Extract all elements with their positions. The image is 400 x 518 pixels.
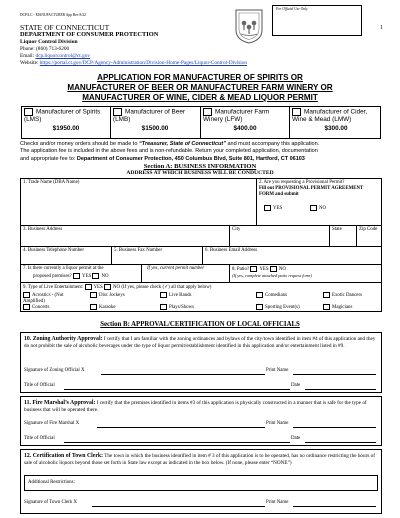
- checkbox[interactable]: [323, 292, 330, 298]
- provisional-yes-checkbox[interactable]: [264, 205, 271, 211]
- permit-label: Manufacturer Farm Winery (LFW): [203, 108, 270, 124]
- yes-label: YES: [273, 206, 283, 212]
- agency-email-link[interactable]: dcp.liquorcontrol@ct.gov: [35, 53, 91, 59]
- email-label: 6. Business Email Address: [205, 248, 258, 253]
- form-code: DCP/LC - MANUFACTURER App Rev 8/22: [20, 13, 86, 17]
- fire-title-official-label: Title of Official: [24, 436, 55, 441]
- clerk-text: The town in which the business identified in item # 3 of this application is to be operated, has no ordinance restricting the hours of sale of alcoholic liquors beyond those set forth in State law except as indicated in the box below. (If none, please enter “NONE”): [24, 453, 375, 466]
- fax-label: 5. Business Fax Number: [114, 248, 163, 253]
- permit-fee: $1500.00: [141, 124, 169, 132]
- checkbox[interactable]: [160, 292, 167, 298]
- ent-label: Acrostics - (Not Amplified): [23, 293, 64, 304]
- q9-note: (If yes, please check (✓) all that apply below): [121, 285, 212, 291]
- ent-label: Disc Jockeys: [99, 293, 125, 299]
- website-label: Website:: [20, 60, 40, 66]
- city-label: City: [232, 227, 241, 232]
- lmw-checkbox[interactable]: [292, 108, 301, 116]
- fire-date-field[interactable]: [305, 442, 376, 443]
- ent-magicians[interactable]: [323, 304, 352, 311]
- q7-yes-checkbox[interactable]: [73, 273, 80, 279]
- permit-fee: $300.00: [324, 124, 348, 132]
- ent-label: Comedians: [265, 293, 288, 299]
- agency-website-link[interactable]: https://portal.ct.gov/DCP/Agency-Administration/Division-Home-Pages/Liquor-Control-Division: [39, 60, 248, 66]
- no-label: NO: [101, 274, 109, 280]
- permit-option-lmw[interactable]: [292, 108, 380, 132]
- fire-title-field[interactable]: [64, 442, 290, 443]
- ent-sporting-events[interactable]: [256, 304, 300, 311]
- provisional-question: 2. Are you requesting a Provisional Permit?: [259, 180, 345, 185]
- form-title: [0, 73, 400, 103]
- division-name: Liquor Control Division: [20, 39, 78, 45]
- ent-plays-shows[interactable]: [160, 304, 194, 311]
- permit-label: Manufacturer of Spirits (LMS): [24, 108, 101, 124]
- zoning-print-name-field[interactable]: [293, 374, 376, 375]
- zoning-date-label: Date: [291, 383, 301, 388]
- instructions-text: The application fee is included in the above fees and is non-refundable. Return your completed application, documentation: [20, 148, 318, 155]
- payee: “Treasurer, State of Connecticut”: [138, 141, 226, 147]
- zoning-print-name-label: Print Name: [266, 368, 289, 373]
- q7-label: 7. Is there currently a liquor permit at the: [23, 266, 104, 271]
- zip-label: Zip Code: [359, 227, 378, 232]
- zoning-date-field[interactable]: [305, 389, 376, 390]
- q7-label-2: proposed premises?: [33, 274, 72, 280]
- clerk-signature-label: Signature of Town Clerk X: [24, 500, 78, 505]
- email-label: Email:: [20, 53, 36, 59]
- no-label: NO: [113, 285, 121, 291]
- title-line-3: MANUFACTURER OF WINE, CIDER & MEAD LIQUOR PERMIT: [82, 93, 318, 102]
- clerk-print-name-label: Print Name: [266, 500, 289, 505]
- fire-print-name-label: Print Name: [266, 421, 289, 426]
- provisional-no-checkbox[interactable]: [310, 205, 317, 211]
- q7-no-checkbox[interactable]: [92, 273, 99, 279]
- zoning-title-field[interactable]: [64, 389, 290, 390]
- q8-note: (If yes, complete attached patio request form): [232, 273, 312, 278]
- checkbox[interactable]: [323, 304, 330, 310]
- fire-title: 11. Fire Marshal’s Approval:: [24, 400, 96, 406]
- permit-fee: $1950.00: [52, 124, 80, 132]
- agency-phone: Phone: (860) 713-6200: [20, 46, 70, 52]
- fire-print-name-field[interactable]: [293, 427, 376, 428]
- fire-signature-label: Signature of Fire Marshal X: [24, 421, 80, 426]
- ent-acrostics[interactable]: [23, 292, 78, 304]
- ent-label: Karaoke: [99, 305, 116, 311]
- q8-label: [232, 266, 286, 273]
- no-label: NO: [319, 206, 327, 212]
- fire-date-label: Date: [291, 436, 301, 441]
- official-use-label: For Official Use Only: [276, 7, 308, 11]
- permit-label: Manufacturer of Cider, Wine & Mead (LMW): [292, 108, 368, 124]
- official-use-box: [272, 5, 362, 36]
- permit-option-lmb[interactable]: [113, 108, 197, 132]
- checkbox[interactable]: [160, 304, 167, 310]
- section-b-title: Section B: APPROVAL/CERTIFICATION OF LOCAL OFFICIALS: [100, 321, 300, 328]
- q9-yes-checkbox[interactable]: [85, 284, 92, 290]
- lms-checkbox[interactable]: [24, 108, 33, 116]
- instructions: [20, 141, 382, 163]
- ent-label: Exotic Dancers: [332, 293, 363, 299]
- instructions-text: and must accompany this application.: [225, 141, 320, 147]
- clerk-signature-field[interactable]: [92, 506, 265, 507]
- provisional-yes[interactable]: [264, 205, 282, 212]
- lfw-checkbox[interactable]: [203, 108, 212, 116]
- q7-options: [33, 273, 109, 280]
- ent-label: Plays/Shows: [169, 305, 195, 311]
- lmb-checkbox[interactable]: [113, 108, 122, 116]
- q7-permit-label: If yes, current permit number: [147, 266, 205, 271]
- title-line-1: APPLICATION FOR MANUFACTURER OF SPIRITS OR: [97, 73, 303, 82]
- yes-label: YES: [93, 285, 103, 291]
- provisional-no[interactable]: [310, 205, 326, 212]
- section-a-subtitle: ADDRESS AT WHICH BUSINESS WILL BE CONDUCTED: [126, 170, 274, 176]
- ent-live-bands[interactable]: [160, 292, 191, 299]
- permit-fee: $400.00: [233, 124, 257, 132]
- q8-no-checkbox[interactable]: [270, 266, 277, 272]
- q9-no-checkbox[interactable]: [104, 284, 111, 290]
- checkbox[interactable]: [256, 304, 263, 310]
- ent-label: Live Bands: [169, 293, 192, 299]
- zoning-statement: [24, 336, 378, 349]
- yes-label: YES: [81, 274, 92, 280]
- ent-label: Magicians: [332, 305, 353, 311]
- title-line-2: MANUFACTURER OF BEER OR MANUFACTURER FARM WINERY OR: [67, 83, 333, 92]
- fire-statement: [24, 400, 378, 413]
- trade-name-field[interactable]: [23, 188, 253, 222]
- page-number: 1: [380, 25, 383, 31]
- no-label: NO: [278, 267, 286, 273]
- checkbox[interactable]: [256, 292, 263, 298]
- fire-signature-field[interactable]: [97, 427, 265, 428]
- q9-row: [23, 284, 211, 291]
- additional-restrictions-field[interactable]: [24, 475, 378, 491]
- agency-website-row: [20, 61, 247, 66]
- checkbox[interactable]: [23, 292, 30, 298]
- section-a-title: Section A: BUSINESS INFORMATION: [143, 163, 257, 170]
- additional-restrictions-label: Additional Restrictions:: [28, 480, 75, 485]
- yes-label: YES: [259, 267, 269, 273]
- ent-concerts[interactable]: [23, 304, 49, 311]
- permit-option-lms[interactable]: [24, 108, 108, 132]
- instructions-text: and appropriate fee to:: [20, 155, 77, 162]
- ent-karaoke[interactable]: [90, 304, 116, 311]
- clerk-title: 12. Certification of Town Clerk:: [24, 453, 104, 459]
- permit-label: Manufacturer of Beer (LMB): [113, 108, 186, 124]
- agency-email-row: [20, 54, 90, 59]
- permit-option-lfw[interactable]: [203, 108, 287, 132]
- state-name: STATE OF CONNECTICUT: [20, 23, 110, 32]
- trade-name-label: 1. Trade Name (DBA Name): [23, 180, 80, 185]
- fire-text: I certify that the premises identified in items #3 of this application is physically constructed in a manner that is safe for the type of business that will be operated there.: [24, 400, 367, 413]
- checkbox[interactable]: [90, 304, 97, 310]
- q9-label: 9. Type of Live Entertainment:: [23, 285, 84, 291]
- zoning-signature-label: Signature of Zoning Official X: [24, 368, 85, 373]
- checkbox[interactable]: [90, 292, 97, 298]
- ent-label: Concerts: [32, 305, 50, 311]
- clerk-statement: [24, 453, 378, 466]
- clerk-print-name-field[interactable]: [293, 506, 376, 507]
- checkbox[interactable]: [23, 304, 30, 310]
- zoning-title-official-label: Title of Official: [24, 383, 55, 388]
- ent-comedians[interactable]: [256, 292, 287, 299]
- zoning-title: 10. Zoning Authority Approval:: [24, 336, 103, 342]
- zoning-signature-field[interactable]: [101, 374, 265, 375]
- state-seal-icon: [232, 8, 266, 44]
- state-label: State: [332, 227, 342, 232]
- address-label: 3. Business Address: [23, 227, 63, 232]
- department-name: DEPARTMENT OF CONSUMER PROTECTION: [20, 31, 159, 38]
- q8-text: 8. Patio?: [232, 267, 250, 273]
- ent-exotic-dancers[interactable]: [323, 292, 362, 299]
- instructions-text: Checks and/or money orders should be made to: [20, 141, 139, 147]
- ent-disc-jockeys[interactable]: [90, 292, 125, 299]
- provisional-note: Fill out PROVISIONAL PERMIT AGREEMENT FORM and submit: [259, 186, 364, 197]
- mailing-address: Department of Consumer Protection, 450 Columbus Blvd, Suite 801, Hartford, CT 06103: [76, 155, 305, 162]
- q8-yes-checkbox[interactable]: [250, 266, 257, 272]
- phone-label: 4. Business Telephone Number: [23, 248, 84, 253]
- ent-label: Sporting Event(s): [265, 305, 300, 311]
- zoning-text: I certify that I am familiar with the zoning ordinances and bylaws of the city/town identified in item #4 of this application and they do not prohibit the sale of alcoholic beverages under the type of liquor permit/establishment identified in this application and/or entertainment listed in #9.: [24, 336, 376, 349]
